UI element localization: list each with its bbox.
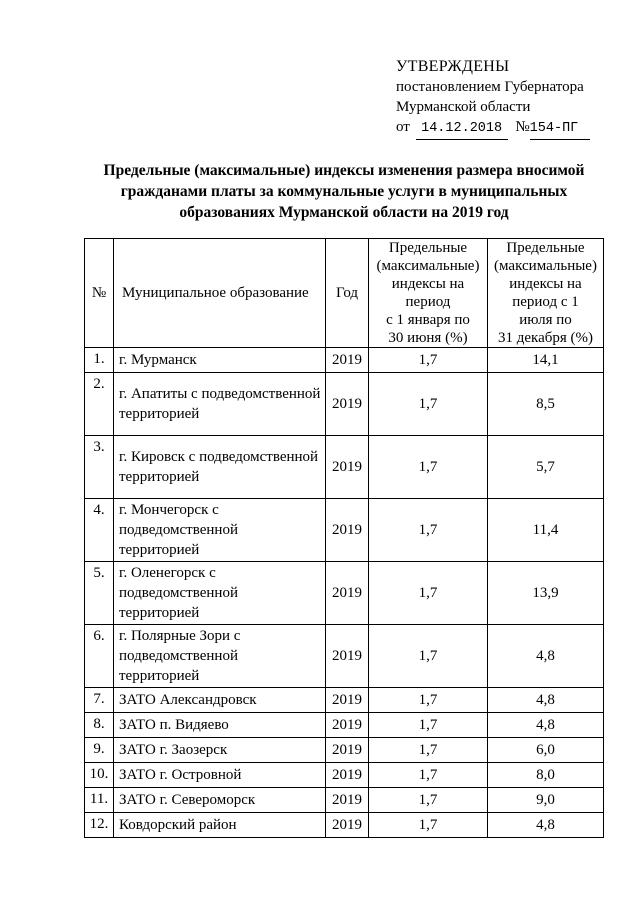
header-jan-jun-line: индексы на bbox=[391, 276, 465, 292]
header-jan-jun-line: период bbox=[405, 294, 451, 310]
row-index-jul-dec: 13,9 bbox=[488, 562, 604, 625]
row-index-jul-dec: 9,0 bbox=[488, 788, 604, 813]
row-municipality: г. Кировск с подведомственной территорией bbox=[114, 436, 326, 499]
row-year: 2019 bbox=[326, 499, 369, 562]
table-header-row bbox=[85, 239, 604, 348]
row-index-jul-dec: 8,5 bbox=[488, 373, 604, 436]
row-index-jan-jun: 1,7 bbox=[369, 348, 488, 373]
row-number: 5. bbox=[85, 562, 114, 625]
row-index-jan-jun: 1,7 bbox=[369, 373, 488, 436]
table-row bbox=[85, 436, 604, 499]
row-number: 3. bbox=[85, 436, 114, 499]
row-index-jan-jun: 1,7 bbox=[369, 813, 488, 838]
document-title: Предельные (максимальные) индексы изменения размера вносимой гражданами платы за коммунальные услуги в муниципальных образованиях Мурманской области на 2019 год bbox=[103, 162, 585, 221]
row-index-jan-jun: 1,7 bbox=[369, 763, 488, 788]
header-municipality: Муниципальное образование bbox=[114, 239, 326, 348]
row-municipality: Ковдорский район bbox=[114, 813, 326, 838]
row-number: 10. bbox=[85, 763, 114, 788]
table-row bbox=[85, 738, 604, 763]
approval-signature-line bbox=[396, 117, 590, 140]
row-index-jan-jun: 1,7 bbox=[369, 499, 488, 562]
row-year: 2019 bbox=[326, 373, 369, 436]
table-row bbox=[85, 713, 604, 738]
row-number: 6. bbox=[85, 625, 114, 688]
table-row bbox=[85, 373, 604, 436]
table-row bbox=[85, 348, 604, 373]
row-index-jul-dec: 4,8 bbox=[488, 813, 604, 838]
approval-line-2: Мурманской области bbox=[396, 99, 531, 115]
approval-line-1: постановлением Губернатора bbox=[396, 79, 584, 95]
row-year: 2019 bbox=[326, 763, 369, 788]
row-municipality: ЗАТО г. Островной bbox=[114, 763, 326, 788]
row-index-jan-jun: 1,7 bbox=[369, 788, 488, 813]
row-number: 12. bbox=[85, 813, 114, 838]
date-prefix: от bbox=[396, 119, 410, 135]
table-row bbox=[85, 813, 604, 838]
row-index-jan-jun: 1,7 bbox=[369, 562, 488, 625]
row-number: 1. bbox=[85, 348, 114, 373]
header-jul-dec-line: (максимальные) bbox=[494, 258, 597, 274]
row-municipality: г. Мончегорск с подведомственной территорией bbox=[114, 499, 326, 562]
row-number: 11. bbox=[85, 788, 114, 813]
header-jan-jun bbox=[369, 239, 488, 348]
table-row bbox=[85, 788, 604, 813]
row-year: 2019 bbox=[326, 436, 369, 499]
header-year: Год bbox=[326, 239, 369, 348]
row-year: 2019 bbox=[326, 562, 369, 625]
table-row bbox=[85, 499, 604, 562]
row-number: 2. bbox=[85, 373, 114, 436]
row-municipality: г. Апатиты с подведомственной территорией bbox=[114, 373, 326, 436]
row-municipality: ЗАТО Александровск bbox=[114, 688, 326, 713]
row-index-jul-dec: 4,8 bbox=[488, 625, 604, 688]
row-index-jan-jun: 1,7 bbox=[369, 738, 488, 763]
row-index-jan-jun: 1,7 bbox=[369, 713, 488, 738]
row-municipality: ЗАТО г. Североморск bbox=[114, 788, 326, 813]
row-number: 9. bbox=[85, 738, 114, 763]
header-jan-jun-line: Предельные bbox=[388, 240, 468, 256]
row-index-jul-dec: 11,4 bbox=[488, 499, 604, 562]
row-municipality: ЗАТО п. Видяево bbox=[114, 713, 326, 738]
row-number: 8. bbox=[85, 713, 114, 738]
header-jul-dec-line: Предельные bbox=[506, 240, 585, 256]
header-jul-dec-line: индексы на bbox=[509, 276, 582, 292]
table-row bbox=[85, 688, 604, 713]
header-jul-dec bbox=[488, 239, 604, 348]
row-municipality: г. Оленегорск с подведомственной территорией bbox=[114, 562, 326, 625]
row-number: 4. bbox=[85, 499, 114, 562]
header-jul-dec-line: период с 1 bbox=[512, 294, 579, 310]
header-jul-dec-line: 31 декабря (%) bbox=[497, 330, 594, 346]
row-index-jul-dec: 14,1 bbox=[488, 348, 604, 373]
approval-date: 14.12.2018 bbox=[416, 119, 508, 140]
header-jan-jun-line: (максимальные) bbox=[376, 258, 480, 274]
number-prefix: № bbox=[515, 119, 530, 135]
header-num: № bbox=[85, 239, 114, 348]
header-jan-jun-line: 30 июня (%) bbox=[388, 330, 468, 346]
table-row bbox=[85, 625, 604, 688]
row-index-jul-dec: 4,8 bbox=[488, 688, 604, 713]
row-year: 2019 bbox=[326, 713, 369, 738]
row-municipality: г. Полярные Зори с подведомственной территорией bbox=[114, 625, 326, 688]
row-year: 2019 bbox=[326, 625, 369, 688]
row-year: 2019 bbox=[326, 688, 369, 713]
approval-block bbox=[396, 57, 590, 140]
row-year: 2019 bbox=[326, 348, 369, 373]
row-number: 7. bbox=[85, 688, 114, 713]
approval-number: 154-ПГ bbox=[530, 119, 590, 140]
row-index-jan-jun: 1,7 bbox=[369, 688, 488, 713]
row-municipality: ЗАТО г. Заозерск bbox=[114, 738, 326, 763]
table-row bbox=[85, 562, 604, 625]
row-index-jul-dec: 5,7 bbox=[488, 436, 604, 499]
row-year: 2019 bbox=[326, 788, 369, 813]
row-municipality: г. Мурманск bbox=[114, 348, 326, 373]
row-index-jul-dec: 6,0 bbox=[488, 738, 604, 763]
table-row bbox=[85, 763, 604, 788]
header-jul-dec-line: июля по bbox=[519, 312, 572, 328]
row-index-jan-jun: 1,7 bbox=[369, 625, 488, 688]
approval-heading: УТВЕРЖДЕНЫ bbox=[396, 58, 510, 75]
header-jan-jun-line: с 1 января по bbox=[386, 312, 470, 328]
row-index-jul-dec: 4,8 bbox=[488, 713, 604, 738]
row-year: 2019 bbox=[326, 738, 369, 763]
row-year: 2019 bbox=[326, 813, 369, 838]
row-index-jan-jun: 1,7 bbox=[369, 436, 488, 499]
indices-table bbox=[84, 238, 604, 838]
row-index-jul-dec: 8,0 bbox=[488, 763, 604, 788]
